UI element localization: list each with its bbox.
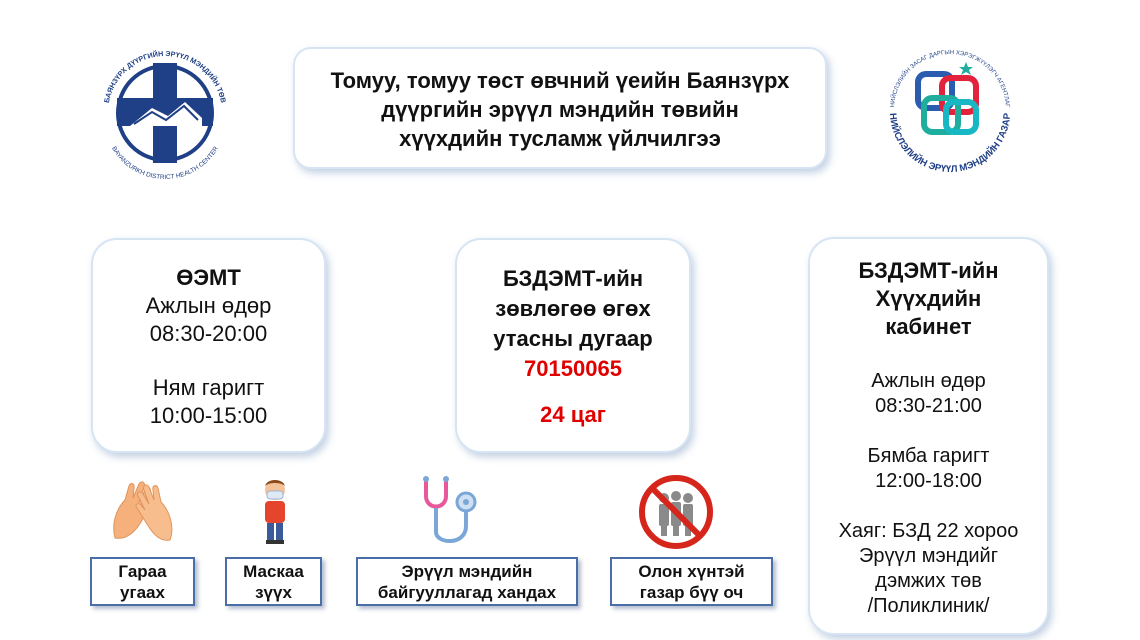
consultation-phone-card (455, 238, 691, 453)
kids-address-2: Эрүүл мэндийг (858, 545, 999, 567)
phone-line-2: зөвлөгөө өгөх (495, 296, 651, 321)
oemt-weekday-hours: 08:30-20:00 (149, 321, 268, 346)
title-line-1: Томуу, томуу төст өвчний үеийн Баянзүрх (330, 68, 790, 93)
kids-line-1: БЗДЭМТ-ийн (858, 258, 999, 283)
tip-mask-line-2: зүүх (255, 583, 292, 602)
tip-wash-line-1: Гараа (118, 562, 167, 581)
oemt-sunday-hours: 10:00-15:00 (149, 403, 268, 428)
tip-label-wear-mask (225, 557, 322, 606)
oemt-sunday-label: Ням гаригт (152, 375, 265, 400)
children-cabinet-card (808, 237, 1049, 635)
tip-health-line-1: Эрүүл мэндийн (401, 562, 533, 581)
phone-line-1: БЗДЭМТ-ийн (502, 266, 644, 291)
tip-label-avoid-crowds (610, 557, 773, 606)
tip-crowd-line-2: газар бүү оч (639, 583, 744, 602)
tip-label-wash-hands (90, 557, 195, 606)
capital-city-health-department-logo (880, 40, 1020, 180)
tip-mask-line-1: Маскаа (243, 562, 304, 581)
kids-saturday-label: Бямба гаригт (867, 445, 990, 467)
kids-weekday-label: Ажлын өдөр (871, 370, 986, 392)
oemt-weekday-label: Ажлын өдөр (145, 293, 272, 318)
tip-label-visit-health-facility (356, 557, 578, 606)
tip-health-line-2: байгууллагад хандах (377, 583, 557, 602)
stethoscope-icon (418, 474, 483, 549)
logo-right-top-text: НИЙСЛЭЛИЙН ЗАСАГ ДАРГЫН ХЭРЭГЖҮҮЛЭГЧ АГЕНТЛАГ (890, 49, 1010, 108)
logo-right-bottom-text: НИЙСЛЭЛИЙН ЭРҮҮЛ МЭНДИЙН ГАЗАР (886, 112, 1014, 176)
bayanzurkh-health-center-logo (90, 38, 240, 188)
no-crowd-icon (638, 474, 714, 550)
kids-address-1: Хаяг: БЗД 22 хороо (838, 520, 1019, 542)
tip-crowd-line-1: Олон хүнтэй (638, 562, 745, 581)
hand-wash-icon (105, 478, 180, 548)
oemt-hours-card (91, 238, 326, 453)
kids-address-4: /Поликлиник/ (867, 595, 990, 617)
kids-line-2: Хүүхдийн (875, 286, 982, 311)
kids-saturday-hours: 12:00-18:00 (875, 470, 982, 492)
tip-wash-line-2: угаах (120, 583, 165, 602)
logo-left-bottom-text: BAYANZURKH DISTRICT HEALTH CENTER (110, 145, 220, 182)
phone-line-3: утасны дугаар (493, 326, 653, 351)
oemt-title: ӨЭМТ (176, 265, 241, 290)
mask-person-icon (255, 476, 295, 546)
title-line-2: дүүргийн эрүүл мэндийн төвийн (381, 97, 739, 122)
title-line-3: хүүхдийн тусламж үйлчилгээ (399, 126, 721, 151)
phone-number: 70150065 (524, 356, 622, 381)
svg-text:НИЙСЛЭЛИЙН ЭРҮҮЛ МЭНДИЙН ГАЗАР (887, 112, 1013, 175)
page-title (293, 47, 827, 169)
phone-hours: 24 цаг (540, 402, 606, 427)
kids-line-3: кабинет (885, 314, 972, 339)
kids-weekday-hours: 08:30-21:00 (875, 395, 982, 417)
logo-left-top-text: БАЯНЗҮРХ ДҮҮРГИЙН ЭРҮҮЛ МЭНДИЙН ТӨВ (101, 48, 229, 104)
kids-address-3: дэмжих төв (875, 570, 982, 592)
